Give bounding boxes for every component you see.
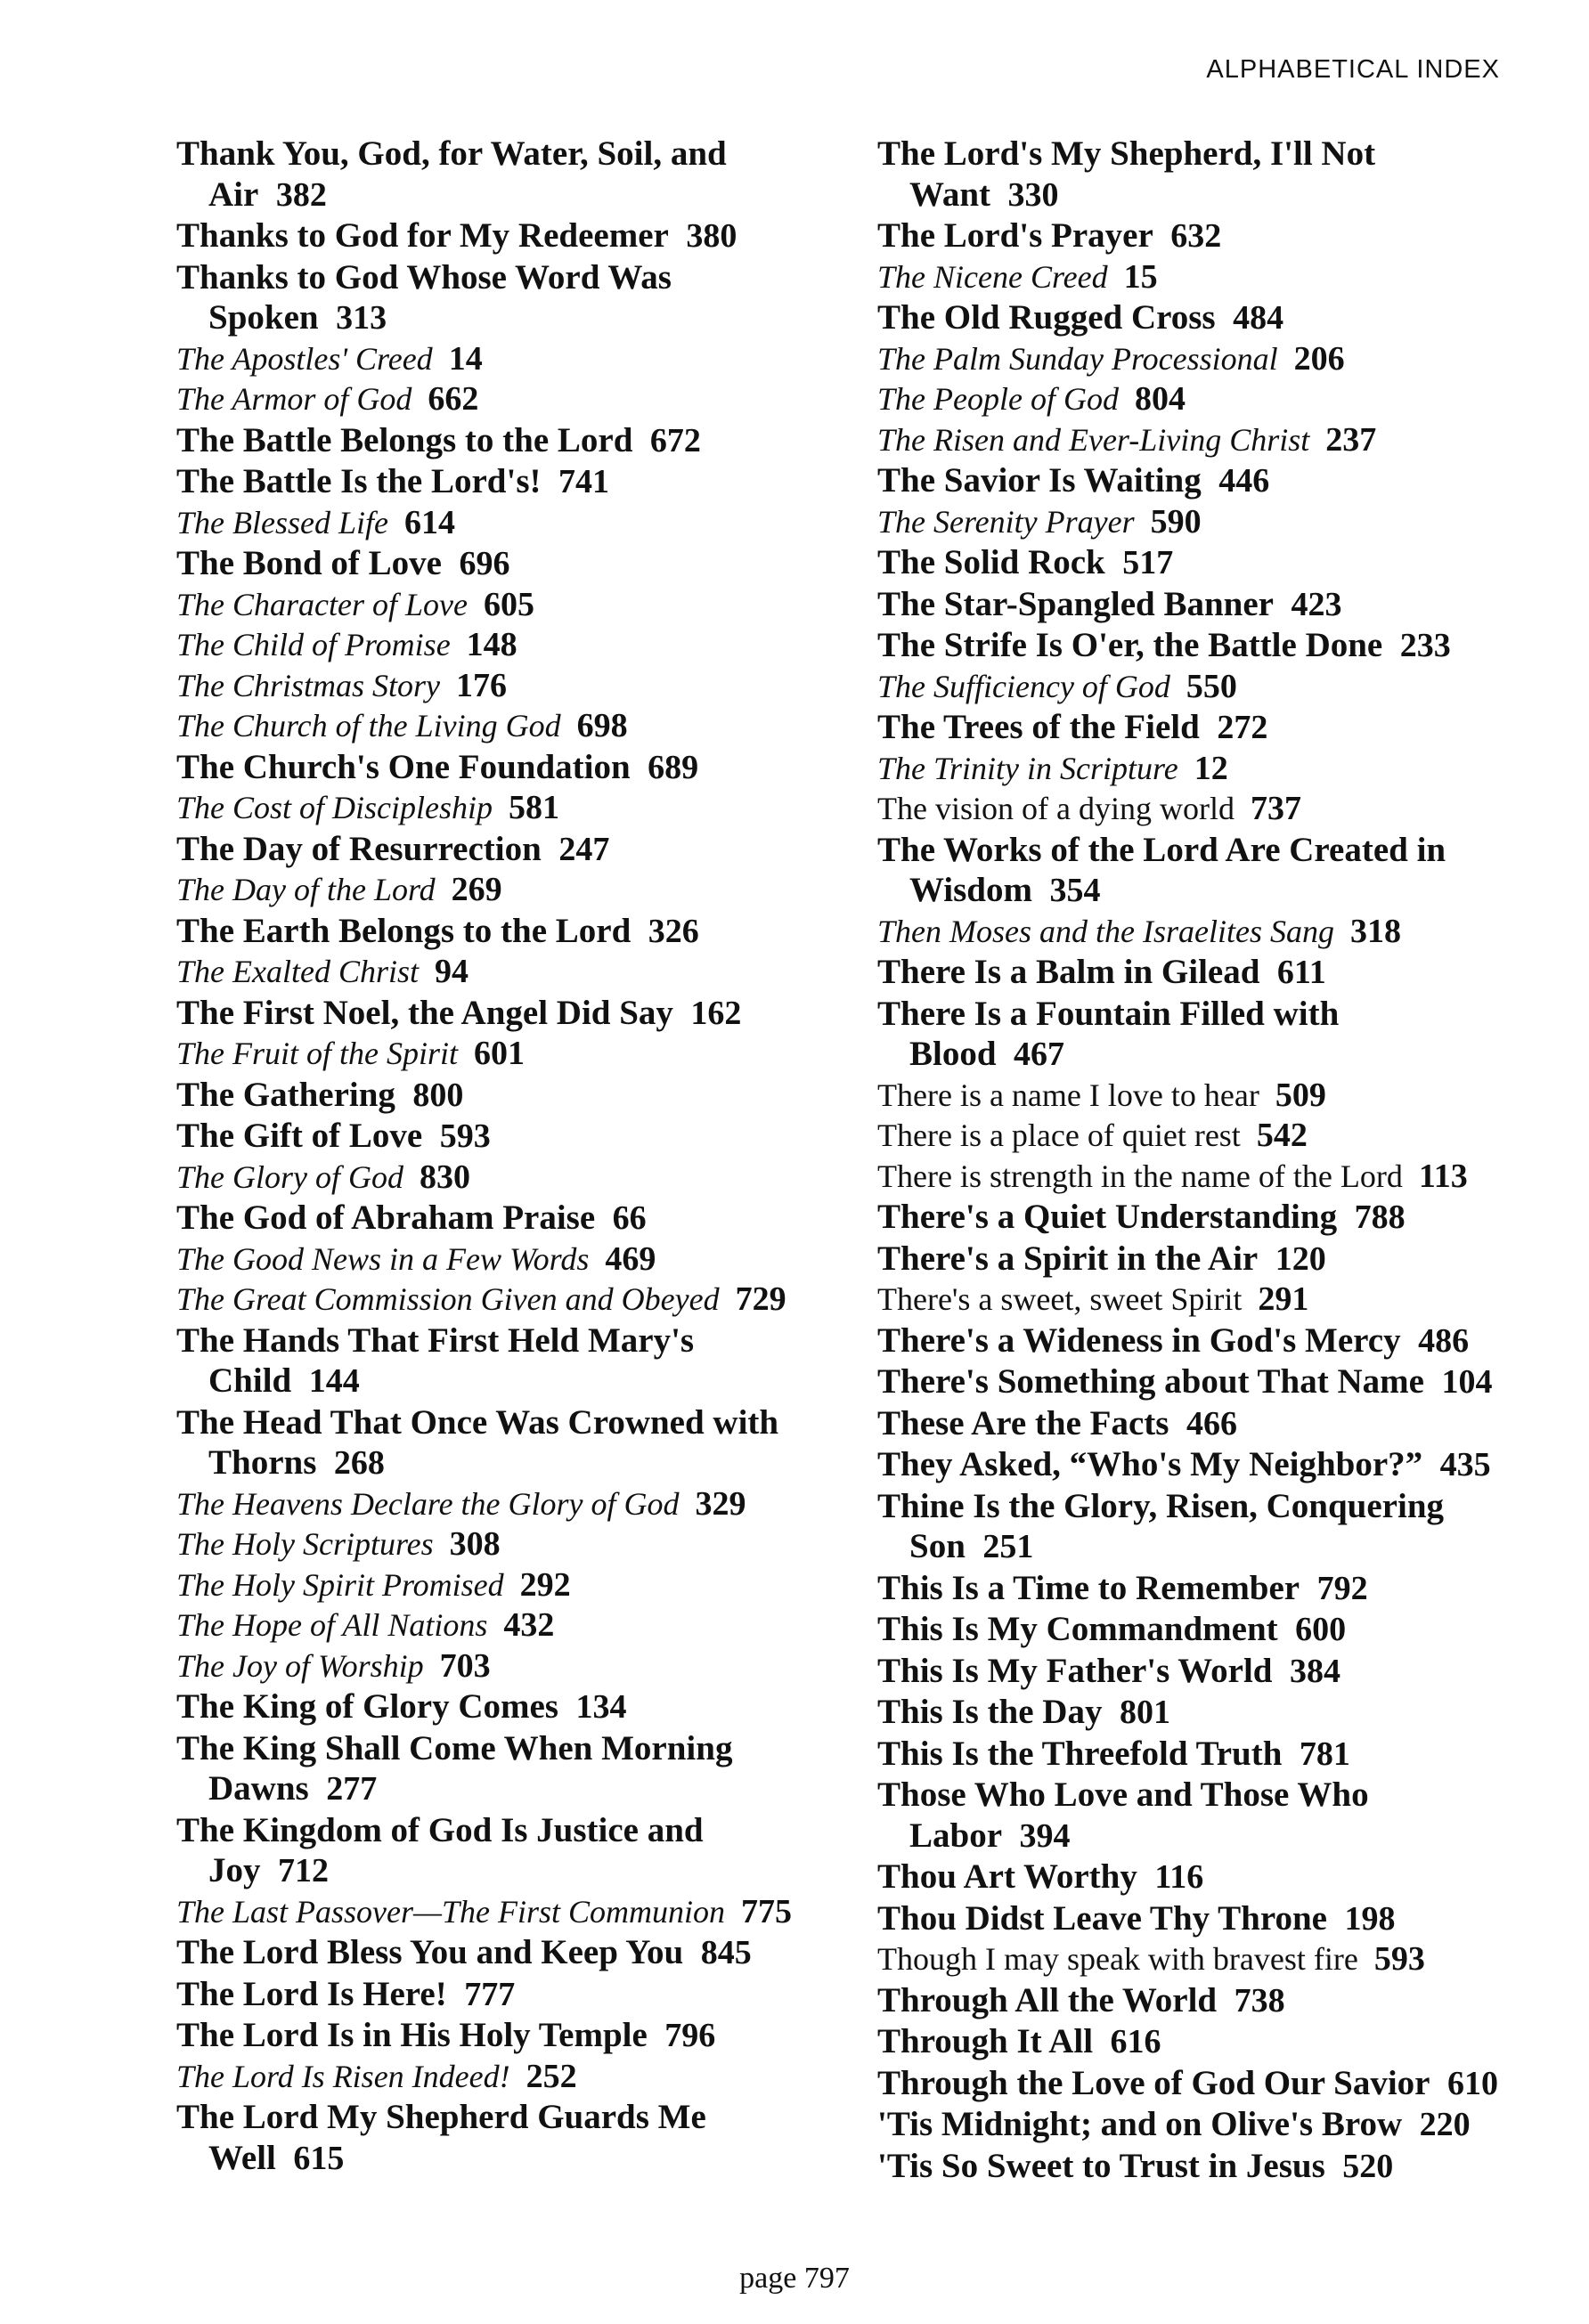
entry-title: This Is the Threefold Truth bbox=[877, 1734, 1283, 1773]
index-entry bbox=[176, 2097, 800, 2179]
index-entry bbox=[176, 1320, 800, 1402]
index-entry bbox=[877, 215, 1501, 257]
index-entry bbox=[176, 1484, 800, 1525]
entry-title: Though I may speak with bravest fire bbox=[877, 1941, 1358, 1977]
index-entry bbox=[877, 460, 1501, 502]
entry-title: The Last Passover—The First Communion bbox=[176, 1893, 726, 1930]
entry-title: The Lord's My Shepherd, I'll Not Want bbox=[877, 134, 1376, 214]
index-entry bbox=[877, 2104, 1501, 2146]
entry-title: The Risen and Ever-Living Christ bbox=[877, 421, 1310, 458]
index-entry bbox=[877, 1775, 1501, 1857]
index-entry bbox=[877, 1444, 1501, 1486]
entry-page-number: 581 bbox=[509, 789, 560, 826]
index-entry bbox=[877, 667, 1501, 708]
entry-page-number: 272 bbox=[1217, 709, 1268, 746]
entry-page-number: 66 bbox=[612, 1199, 647, 1237]
entry-page-number: 777 bbox=[464, 1975, 516, 2013]
entry-page-number: 292 bbox=[519, 1565, 571, 1604]
entry-title: They Asked, “Who's My Neighbor?” bbox=[877, 1445, 1423, 1483]
entry-page-number: 313 bbox=[336, 299, 387, 337]
index-entry bbox=[877, 1980, 1501, 2022]
entry-title: There's a Spirit in the Air bbox=[877, 1239, 1259, 1278]
index-entry bbox=[877, 1568, 1501, 1610]
index-entry bbox=[877, 1116, 1501, 1157]
entry-title: There Is a Balm in Gilead bbox=[877, 953, 1260, 991]
index-entry bbox=[176, 585, 800, 626]
entry-title: The Day of the Lord bbox=[176, 872, 436, 907]
index-entry bbox=[877, 1403, 1501, 1445]
index-entry bbox=[176, 870, 800, 911]
entry-title: The Heavens Declare the Glory of God bbox=[176, 1485, 680, 1522]
entry-title: The Lord Is Here! bbox=[176, 1974, 447, 2013]
entry-title: The Church of the Living God bbox=[176, 708, 561, 744]
entry-title: Then Moses and the Israelites Sang bbox=[877, 913, 1334, 949]
entry-page-number: 318 bbox=[1349, 912, 1401, 950]
entry-title: There is a place of quiet rest bbox=[877, 1117, 1241, 1153]
entry-page-number: 394 bbox=[1019, 1816, 1071, 1855]
entry-title: Thine Is the Glory, Risen, Conquering Son bbox=[877, 1486, 1445, 1565]
entry-page-number: 696 bbox=[459, 545, 510, 582]
entry-title: These Are the Facts bbox=[877, 1403, 1169, 1442]
entry-title: The Solid Rock bbox=[877, 543, 1105, 581]
entry-title: The Holy Scriptures bbox=[176, 1526, 434, 1562]
index-entry bbox=[176, 1116, 800, 1158]
entry-page-number: 601 bbox=[474, 1035, 526, 1072]
index-entry bbox=[877, 625, 1501, 667]
entry-title: There is strength in the name of the Lord bbox=[877, 1158, 1403, 1194]
entry-page-number: 446 bbox=[1218, 462, 1270, 500]
entry-page-number: 423 bbox=[1291, 585, 1342, 623]
entry-title: The Battle Is the Lord's! bbox=[176, 462, 542, 500]
entry-page-number: 738 bbox=[1234, 1981, 1285, 2019]
entry-page-number: 792 bbox=[1316, 1569, 1368, 1607]
entry-page-number: 206 bbox=[1293, 339, 1345, 378]
entry-title: The Lord Is Risen Indeed! bbox=[176, 2058, 510, 2094]
entry-title: The Hope of All Nations bbox=[176, 1607, 488, 1643]
index-entry bbox=[176, 1075, 800, 1117]
index-entry bbox=[877, 2021, 1501, 2063]
entry-page-number: 542 bbox=[1256, 1117, 1308, 1154]
entry-page-number: 233 bbox=[1399, 627, 1451, 664]
index-entry bbox=[877, 789, 1501, 830]
entry-page-number: 382 bbox=[275, 175, 327, 214]
entry-page-number: 15 bbox=[1123, 257, 1158, 296]
index-entry bbox=[877, 542, 1501, 584]
entry-title: The Apostles' Creed bbox=[176, 340, 433, 377]
entry-title: The Joy of Worship bbox=[176, 1647, 424, 1684]
entry-title: The People of God bbox=[877, 381, 1119, 417]
entry-page-number: 94 bbox=[435, 953, 469, 990]
entry-page-number: 308 bbox=[449, 1525, 501, 1563]
entry-title: The Exalted Christ bbox=[176, 954, 419, 989]
index-entry bbox=[877, 257, 1501, 298]
entry-title: This Is the Day bbox=[877, 1693, 1103, 1731]
entry-title: This Is a Time to Remember bbox=[877, 1568, 1300, 1607]
entry-title: The Battle Belongs to the Lord bbox=[176, 420, 633, 459]
entry-title: Thou Didst Leave Thy Throne bbox=[877, 1898, 1327, 1938]
index-entry bbox=[176, 1605, 800, 1646]
index-entry bbox=[877, 1157, 1501, 1198]
index-entry bbox=[176, 503, 800, 544]
index-entry bbox=[877, 134, 1501, 215]
entry-page-number: 326 bbox=[648, 912, 699, 950]
entry-page-number: 120 bbox=[1275, 1239, 1326, 1278]
entry-page-number: 788 bbox=[1354, 1199, 1406, 1236]
entry-title: The King Shall Come When Morning Dawns bbox=[176, 1728, 733, 1808]
index-entry bbox=[877, 2146, 1501, 2188]
index-entry bbox=[877, 952, 1501, 994]
entry-title: The Good News in a Few Words bbox=[176, 1240, 590, 1277]
entry-page-number: 14 bbox=[448, 339, 483, 378]
index-entry bbox=[176, 911, 800, 953]
entry-page-number: 801 bbox=[1119, 1694, 1170, 1731]
entry-page-number: 698 bbox=[576, 707, 628, 744]
index-entry bbox=[877, 379, 1501, 420]
entry-title: The Glory of God bbox=[176, 1158, 403, 1195]
entry-page-number: 593 bbox=[1373, 1940, 1425, 1978]
entry-title: Through It All bbox=[877, 2022, 1094, 2060]
index-entry bbox=[877, 1361, 1501, 1403]
entry-page-number: 144 bbox=[308, 1362, 360, 1400]
entry-title: The Armor of God bbox=[176, 381, 412, 417]
entry-title: The Lord's Prayer bbox=[877, 216, 1153, 255]
index-entry bbox=[176, 1892, 800, 1933]
entry-page-number: 113 bbox=[1418, 1157, 1468, 1195]
entry-page-number: 247 bbox=[558, 830, 610, 868]
index-entry bbox=[877, 502, 1501, 543]
index-entry bbox=[176, 625, 800, 666]
entry-title: The First Noel, the Angel Did Say bbox=[176, 993, 673, 1032]
entry-page-number: 134 bbox=[575, 1688, 627, 1726]
entry-page-number: 703 bbox=[439, 1646, 491, 1685]
index-entry bbox=[877, 830, 1501, 912]
entry-title: The Lord My Shepherd Guards Me Well bbox=[176, 2098, 706, 2177]
entry-title: Through the Love of God Our Savior bbox=[877, 2063, 1430, 2102]
entry-title: The Trees of the Field bbox=[877, 708, 1200, 746]
index-entry bbox=[877, 994, 1501, 1076]
entry-title: The Blessed Life bbox=[176, 504, 388, 540]
entry-page-number: 269 bbox=[451, 871, 502, 908]
entry-page-number: 237 bbox=[1325, 420, 1377, 459]
entry-page-number: 729 bbox=[735, 1280, 786, 1318]
entry-page-number: 469 bbox=[605, 1239, 656, 1278]
entry-title: There Is a Fountain Filled with Blood bbox=[877, 994, 1340, 1073]
entry-title: The Fruit of the Spirit bbox=[176, 1036, 459, 1071]
index-entry bbox=[176, 1198, 800, 1239]
entry-title: The Bond of Love bbox=[176, 544, 442, 582]
entry-title: The Great Commission Given and Obeyed bbox=[176, 1281, 720, 1317]
entry-page-number: 329 bbox=[695, 1484, 746, 1523]
entry-title: There's a Wideness in God's Mercy bbox=[877, 1320, 1401, 1360]
entry-page-number: 781 bbox=[1299, 1735, 1350, 1773]
index-entry bbox=[176, 1034, 800, 1075]
entry-page-number: 804 bbox=[1134, 380, 1186, 418]
entry-title: The Hands That First Held Mary's Child bbox=[176, 1320, 695, 1400]
entry-page-number: 616 bbox=[1110, 2023, 1161, 2060]
index-entry bbox=[176, 1158, 800, 1199]
index-entry bbox=[176, 1280, 800, 1320]
index-entry bbox=[176, 788, 800, 829]
entry-page-number: 662 bbox=[428, 380, 479, 418]
index-column-left bbox=[176, 134, 800, 2179]
entry-title: 'Tis Midnight; and on Olive's Brow bbox=[877, 2105, 1403, 2143]
entry-page-number: 517 bbox=[1122, 544, 1174, 581]
entry-page-number: 116 bbox=[1154, 1858, 1204, 1896]
entry-title: The King of Glory Comes bbox=[176, 1687, 558, 1726]
entry-title: The Earth Belongs to the Lord bbox=[176, 911, 632, 950]
index-entry bbox=[176, 339, 800, 380]
entry-page-number: 466 bbox=[1186, 1404, 1237, 1442]
running-head: ALPHABETICAL INDEX bbox=[1206, 55, 1500, 84]
entry-page-number: 775 bbox=[741, 1892, 793, 1930]
index-entry bbox=[877, 1239, 1501, 1280]
index-entry bbox=[176, 543, 800, 585]
index-entry bbox=[176, 1974, 800, 2016]
entry-title: The Day of Resurrection bbox=[176, 829, 542, 868]
index-entry bbox=[176, 1932, 800, 1974]
index-entry bbox=[176, 1402, 800, 1484]
entry-page-number: 12 bbox=[1194, 749, 1228, 787]
entry-title: The Sufficiency of God bbox=[877, 668, 1170, 704]
index-entry bbox=[877, 912, 1501, 953]
index-entry bbox=[877, 1692, 1501, 1734]
index-entry bbox=[176, 666, 800, 707]
entry-title: The Cost of Discipleship bbox=[176, 790, 493, 825]
index-entry bbox=[176, 2057, 800, 2098]
entry-page-number: 593 bbox=[439, 1117, 491, 1155]
entry-page-number: 672 bbox=[649, 421, 701, 459]
entry-page-number: 615 bbox=[293, 2139, 345, 2177]
index-entry bbox=[176, 706, 800, 747]
entry-title: The God of Abraham Praise bbox=[176, 1199, 596, 1237]
index-entry bbox=[176, 134, 800, 215]
index-entry bbox=[176, 1565, 800, 1606]
entry-page-number: 830 bbox=[420, 1158, 470, 1196]
entry-page-number: 148 bbox=[466, 626, 517, 663]
entry-title: Thanks to God Whose Word Was Spoken bbox=[176, 257, 672, 337]
entry-page-number: 800 bbox=[412, 1076, 464, 1114]
index-entry bbox=[877, 2063, 1501, 2105]
index-entry bbox=[877, 1280, 1501, 1320]
index-entry bbox=[176, 420, 800, 462]
entry-title: Thank You, God, for Water, Soil, and Air bbox=[176, 134, 727, 214]
index-entry bbox=[877, 749, 1501, 790]
index-entry bbox=[176, 1524, 800, 1565]
index-entry bbox=[877, 297, 1501, 339]
index-entry bbox=[877, 1939, 1501, 1980]
entry-title: The Head That Once Was Crowned with Thorns bbox=[176, 1402, 779, 1482]
entry-page-number: 845 bbox=[700, 1934, 752, 1971]
index-entry bbox=[877, 420, 1501, 461]
index-entry bbox=[877, 1609, 1501, 1651]
index-entry bbox=[176, 215, 800, 257]
entry-page-number: 600 bbox=[1295, 1611, 1347, 1648]
entry-page-number: 268 bbox=[333, 1444, 385, 1482]
entry-title: The Trinity in Scripture bbox=[877, 750, 1178, 786]
entry-title: The Holy Spirit Promised bbox=[176, 1566, 504, 1603]
entry-page-number: 520 bbox=[1342, 2147, 1394, 2185]
index-entry bbox=[176, 747, 800, 789]
index-entry bbox=[176, 1239, 800, 1280]
entry-title: The Palm Sunday Processional bbox=[877, 340, 1278, 377]
entry-page-number: 486 bbox=[1418, 1321, 1470, 1360]
entry-title: 'Tis So Sweet to Trust in Jesus bbox=[877, 2146, 1325, 2185]
entry-title: The Old Rugged Cross bbox=[877, 298, 1216, 337]
entry-title: The Star-Spangled Banner bbox=[877, 584, 1274, 623]
entry-title: There's a Quiet Understanding bbox=[877, 1198, 1338, 1236]
entry-page-number: 380 bbox=[686, 217, 737, 255]
entry-page-number: 550 bbox=[1186, 667, 1237, 705]
entry-title: Thanks to God for My Redeemer bbox=[176, 216, 669, 255]
index-entry bbox=[877, 1320, 1501, 1362]
entry-title: There's a sweet, sweet Spirit bbox=[877, 1281, 1243, 1317]
index-entry bbox=[877, 707, 1501, 749]
entry-title: The Strife Is O'er, the Battle Done bbox=[877, 626, 1383, 664]
entry-page-number: 198 bbox=[1344, 1899, 1396, 1938]
entry-page-number: 590 bbox=[1150, 502, 1202, 540]
entry-title: There's Something about That Name bbox=[877, 1362, 1424, 1401]
entry-page-number: 251 bbox=[982, 1528, 1034, 1565]
entry-title: There is a name I love to hear bbox=[877, 1077, 1259, 1113]
entry-title: The Kingdom of God Is Justice and Joy bbox=[176, 1810, 704, 1889]
index-entry bbox=[176, 379, 800, 420]
page-number: page 797 bbox=[739, 2262, 850, 2295]
entry-title: Thou Art Worthy bbox=[877, 1857, 1137, 1896]
entry-title: This Is My Father's World bbox=[877, 1651, 1273, 1690]
entry-title: The Christmas Story bbox=[176, 667, 441, 703]
entry-title: The Lord Bless You and Keep You bbox=[176, 1933, 684, 1971]
entry-page-number: 614 bbox=[403, 503, 455, 541]
entry-title: Through All the World bbox=[877, 1980, 1218, 2019]
entry-page-number: 435 bbox=[1439, 1446, 1491, 1483]
index-entry bbox=[176, 1646, 800, 1687]
index-entry bbox=[877, 1898, 1501, 1940]
entry-page-number: 162 bbox=[690, 994, 742, 1032]
entry-title: The Gathering bbox=[176, 1075, 395, 1114]
entry-title: The vision of a dying world bbox=[877, 791, 1235, 826]
entry-title: The Serenity Prayer bbox=[877, 503, 1135, 540]
entry-page-number: 509 bbox=[1275, 1076, 1326, 1114]
index-entry bbox=[176, 952, 800, 993]
entry-title: The Nicene Creed bbox=[877, 258, 1108, 295]
entry-title: The Works of the Lord Are Created in Wisdom bbox=[877, 830, 1446, 909]
index-entry bbox=[877, 1734, 1501, 1776]
index-entry bbox=[877, 1486, 1501, 1568]
index-entry bbox=[877, 1857, 1501, 1898]
entry-page-number: 252 bbox=[526, 2057, 577, 2095]
entry-page-number: 104 bbox=[1441, 1363, 1493, 1401]
entry-page-number: 610 bbox=[1446, 2064, 1498, 2102]
entry-title: The Character of Love bbox=[176, 586, 468, 622]
index-entry bbox=[877, 339, 1501, 380]
index-entry bbox=[877, 584, 1501, 626]
index-entry bbox=[176, 993, 800, 1035]
entry-page-number: 291 bbox=[1258, 1280, 1309, 1318]
entry-page-number: 432 bbox=[503, 1606, 555, 1644]
index-entry bbox=[877, 1197, 1501, 1239]
index-entry bbox=[877, 1651, 1501, 1693]
entry-title: The Gift of Love bbox=[176, 1117, 423, 1155]
entry-title: Those Who Love and Those Who Labor bbox=[877, 1776, 1369, 1855]
entry-title: The Savior Is Waiting bbox=[877, 461, 1202, 500]
entry-page-number: 611 bbox=[1276, 954, 1326, 991]
entry-page-number: 176 bbox=[456, 666, 508, 704]
index-entry bbox=[176, 2015, 800, 2057]
entry-page-number: 796 bbox=[664, 2017, 716, 2054]
entry-page-number: 605 bbox=[483, 585, 534, 623]
index-entry bbox=[176, 829, 800, 871]
index-entry bbox=[176, 1686, 800, 1728]
index-entry bbox=[176, 1810, 800, 1892]
entry-page-number: 632 bbox=[1170, 217, 1222, 255]
entry-title: The Church's One Foundation bbox=[176, 747, 631, 786]
entry-page-number: 484 bbox=[1233, 299, 1284, 337]
entry-page-number: 737 bbox=[1250, 790, 1301, 827]
index-entry bbox=[176, 461, 800, 503]
entry-page-number: 467 bbox=[1014, 1036, 1065, 1073]
entry-page-number: 384 bbox=[1290, 1652, 1340, 1690]
entry-title: The Lord Is in His Holy Temple bbox=[176, 2016, 648, 2054]
entry-page-number: 689 bbox=[648, 748, 699, 786]
index-entry bbox=[176, 257, 800, 339]
entry-title: The Child of Promise bbox=[176, 627, 451, 662]
index-column-right bbox=[877, 134, 1501, 2187]
entry-page-number: 220 bbox=[1419, 2106, 1471, 2143]
entry-page-number: 354 bbox=[1049, 872, 1101, 909]
entry-page-number: 712 bbox=[278, 1852, 329, 1889]
index-entry bbox=[176, 1728, 800, 1810]
entry-page-number: 741 bbox=[558, 463, 609, 500]
entry-title: This Is My Commandment bbox=[877, 1610, 1278, 1648]
entry-page-number: 330 bbox=[1007, 175, 1059, 214]
entry-page-number: 277 bbox=[326, 1770, 378, 1808]
index-entry bbox=[877, 1076, 1501, 1117]
